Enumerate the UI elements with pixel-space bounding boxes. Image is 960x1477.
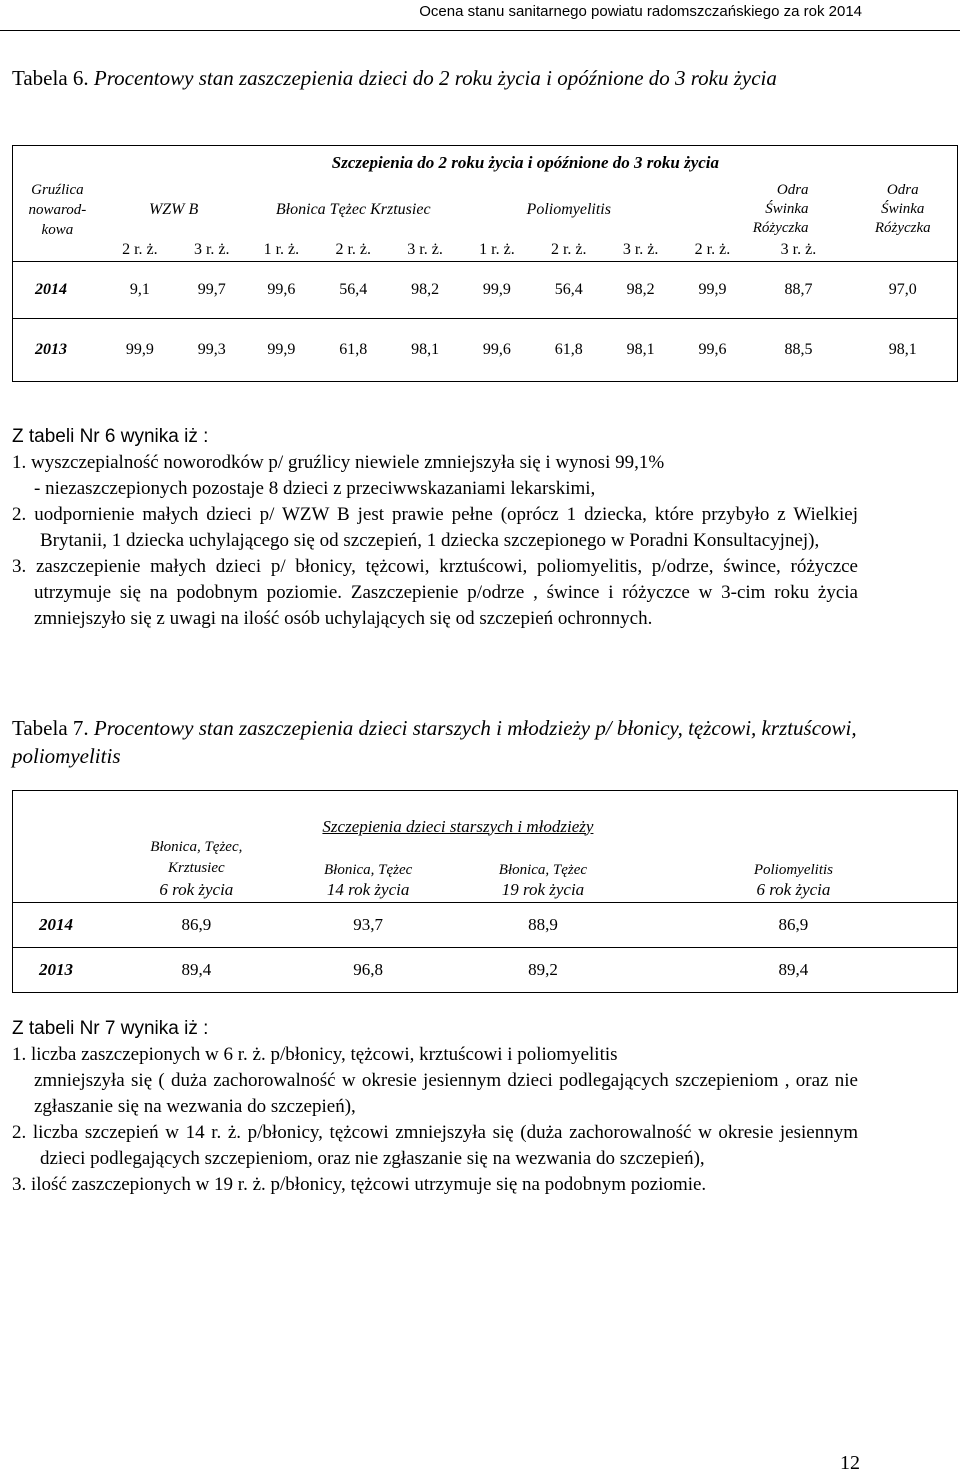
data-cell: 99,9 [698,281,727,299]
table7-group-header [112,791,957,837]
data-cell: 88,9 [528,915,558,935]
data-cell: 88,7 [784,281,813,299]
page-number: 12 [840,1452,860,1474]
table6 [12,145,958,382]
table7-ages-row [13,879,958,903]
gruzlica-line3: kowa [41,221,74,238]
table7-col-3: Poliomyelitis [753,861,833,878]
data-cell: 89,2 [528,960,558,980]
gruzlica-line2: nowarod- [28,201,87,218]
findings7-item: 3. ilość zaszczepionych w 19 r. ż. p/błonicy, tężcowi utrzymuje się na podobnym poziomie. [12,1174,707,1195]
age-cell: 2 r. ż. [335,241,371,259]
table-row [13,949,958,993]
row-year: 2013 [35,341,67,359]
age-cell: 1 r. ż. [263,241,300,259]
data-cell: 56,4 [339,281,368,299]
age-cell: 1 r. ż. [479,241,515,259]
age-cell: 6 rok życia [159,880,234,900]
table6-col-polio: Poliomyelitis [526,200,611,218]
findings7-intro: Z tabeli Nr 7 wynika iż : [12,1018,209,1039]
data-cell: 99,9 [125,341,154,359]
data-cell: 98,2 [411,281,440,299]
data-cell: 89,4 [778,960,809,980]
data-cell: 89,4 [181,960,212,980]
table7 [12,790,958,993]
odra-line3: Różyczka [752,220,809,236]
data-cell: 98,1 [626,341,655,359]
table7-caption-text: Procentowy stan zaszczepienia dzieci starszych i młodzieży p/ błonicy, tężcowi, krztuścowi, poliomyelitis [12,716,857,768]
odra2-line1: Odra [886,182,919,198]
table7-col-2: Błonica, Tężec [498,861,588,878]
table6-col-odra2 [849,180,958,240]
col-name-line: Błonica, Tężec, [150,838,243,855]
data-cell: 96,8 [353,960,384,980]
findings7 [12,1016,858,1198]
table6-caption-prefix: Tabela 6. [12,66,89,90]
table7-caption [12,714,872,770]
table-row [13,263,958,319]
findings7-item: 1. liczba zaszczepionych w 6 r. ż. p/błonicy, tężcowi, krztuścowi i poliomyelitis [12,1044,618,1065]
findings6-item: 2. uodpornienie małych dzieci p/ WZW B jest prawie pełne (oprócz 1 dziecka, które przybyło z Wielkiej Brytanii, 1 dziecka uchylającego się od szczepień, 1 dziecka szczepionego w Poradni Konsultacyjnej), [12,504,858,551]
odra2-line3: Różyczka [874,220,931,236]
data-cell: 99,6 [698,341,727,359]
findings7-item: 2. liczba szczepień w 14 r. ż. p/błonicy, tężcowi zmniejszyła się (duża zachorowalność w okresie jesiennym dzieci podlegających szczepieniom, oraz nie zgłaszanie się na wezwania do szczepień), [12,1122,858,1169]
table6-col-gruzlica [13,180,102,262]
table7-col-1: Błonica, Tężec [323,861,413,878]
table6-ages-row [13,240,958,262]
age-cell: 3 r. ż. [193,241,230,259]
row-year: 2014 [39,915,73,935]
data-cell: 99,7 [197,281,226,299]
data-cell: 99,6 [482,341,511,359]
table6-caption-text: Procentowy stan zaszczepienia dzieci do 2 roku życia i opóźnione do 3 roku życia [93,66,777,90]
col-name-line: Krztusiec [168,859,225,876]
header-title: Ocena stanu sanitarnego powiatu radomszczańskiego za rok 2014 [419,3,862,20]
data-cell: 97,0 [888,281,917,299]
table6-caption [12,64,872,92]
age-cell: 2 r. ż. [122,241,158,259]
age-cell: 19 rok życia [501,880,585,900]
table6-group-header: Szczepienia do 2 roku życia i opóźnione do 3 roku życia [331,152,720,172]
age-cell: 2 r. ż. [694,241,731,259]
age-cell: 3 r. ż. [622,241,659,259]
table-row [13,904,958,948]
odra-line1: Odra [776,182,809,198]
table6-col-btk: Błonica Tężec Krztusiec [275,200,431,218]
data-cell: 99,3 [197,341,226,359]
findings6-item: - niezaszczepionych pozostaje 8 dzieci z przeciwwskazaniami lekarskimi, [34,478,596,499]
gruzlica-line1: Gruźlica [31,181,84,198]
data-cell: 99,9 [267,341,296,359]
table7-col-0 [112,837,280,879]
data-cell: 98,1 [411,341,440,359]
data-cell: 99,6 [267,281,296,299]
data-cell: 88,5 [784,341,813,359]
data-cell: 61,8 [554,341,583,359]
findings6-item: 1. wyszczepialność noworodków p/ gruźlicy niewiele zmniejszyła się i wynosi 99,1% [12,452,665,473]
data-cell: 98,1 [888,341,917,359]
age-cell: 3 r. ż. [407,241,443,259]
odra-line2: Świnka [765,201,809,217]
data-cell: 93,7 [353,915,384,935]
row-year: 2014 [35,281,67,299]
table6-col-wzw: WZW B [148,200,199,218]
data-cell: 9,1 [129,281,150,299]
odra2-line2: Świnka [881,201,925,217]
table-row [13,320,958,382]
findings6 [12,424,858,632]
data-cell: 86,9 [181,915,212,935]
age-cell: 2 r. ż. [550,241,587,259]
table7-caption-prefix: Tabela 7. [12,716,89,740]
findings7-item: zmniejszyła się ( duża zachorowalność w okresie jesiennym dzieci podlegających szczepieniom , oraz nie zgłaszanie się na wezwania do szczepień), [34,1070,858,1117]
data-cell: 98,2 [626,281,655,299]
findings6-item: 3. zaszczepienie małych dzieci p/ błonicy, tężcowi, krztuścowi, poliomyelitis, p/odrze, śwince, różyczce utrzymuje się na podobnym poziomie. Zaszczepienie p/odrze , śwince i różyczce w 3-cim roku życia zmniejszyło się z uwagi na ilość osób uchylających się od szczepień ochronnych. [12,556,858,629]
age-cell: 3 r. ż. [780,241,817,259]
findings6-intro: Z tabeli Nr 6 wynika iż : [12,426,209,447]
data-cell: 56,4 [554,281,583,299]
table7-group-header-text: Szczepienia dzieci starszych i młodzieży [322,816,594,836]
data-cell: 61,8 [339,341,368,359]
row-year: 2013 [39,960,73,980]
data-cell: 86,9 [778,915,809,935]
data-cell: 99,9 [482,281,511,299]
table6-col-odra [677,180,849,240]
running-header [0,0,960,31]
age-cell: 6 rok życia [756,880,831,900]
age-cell: 14 rok życia [326,880,410,900]
